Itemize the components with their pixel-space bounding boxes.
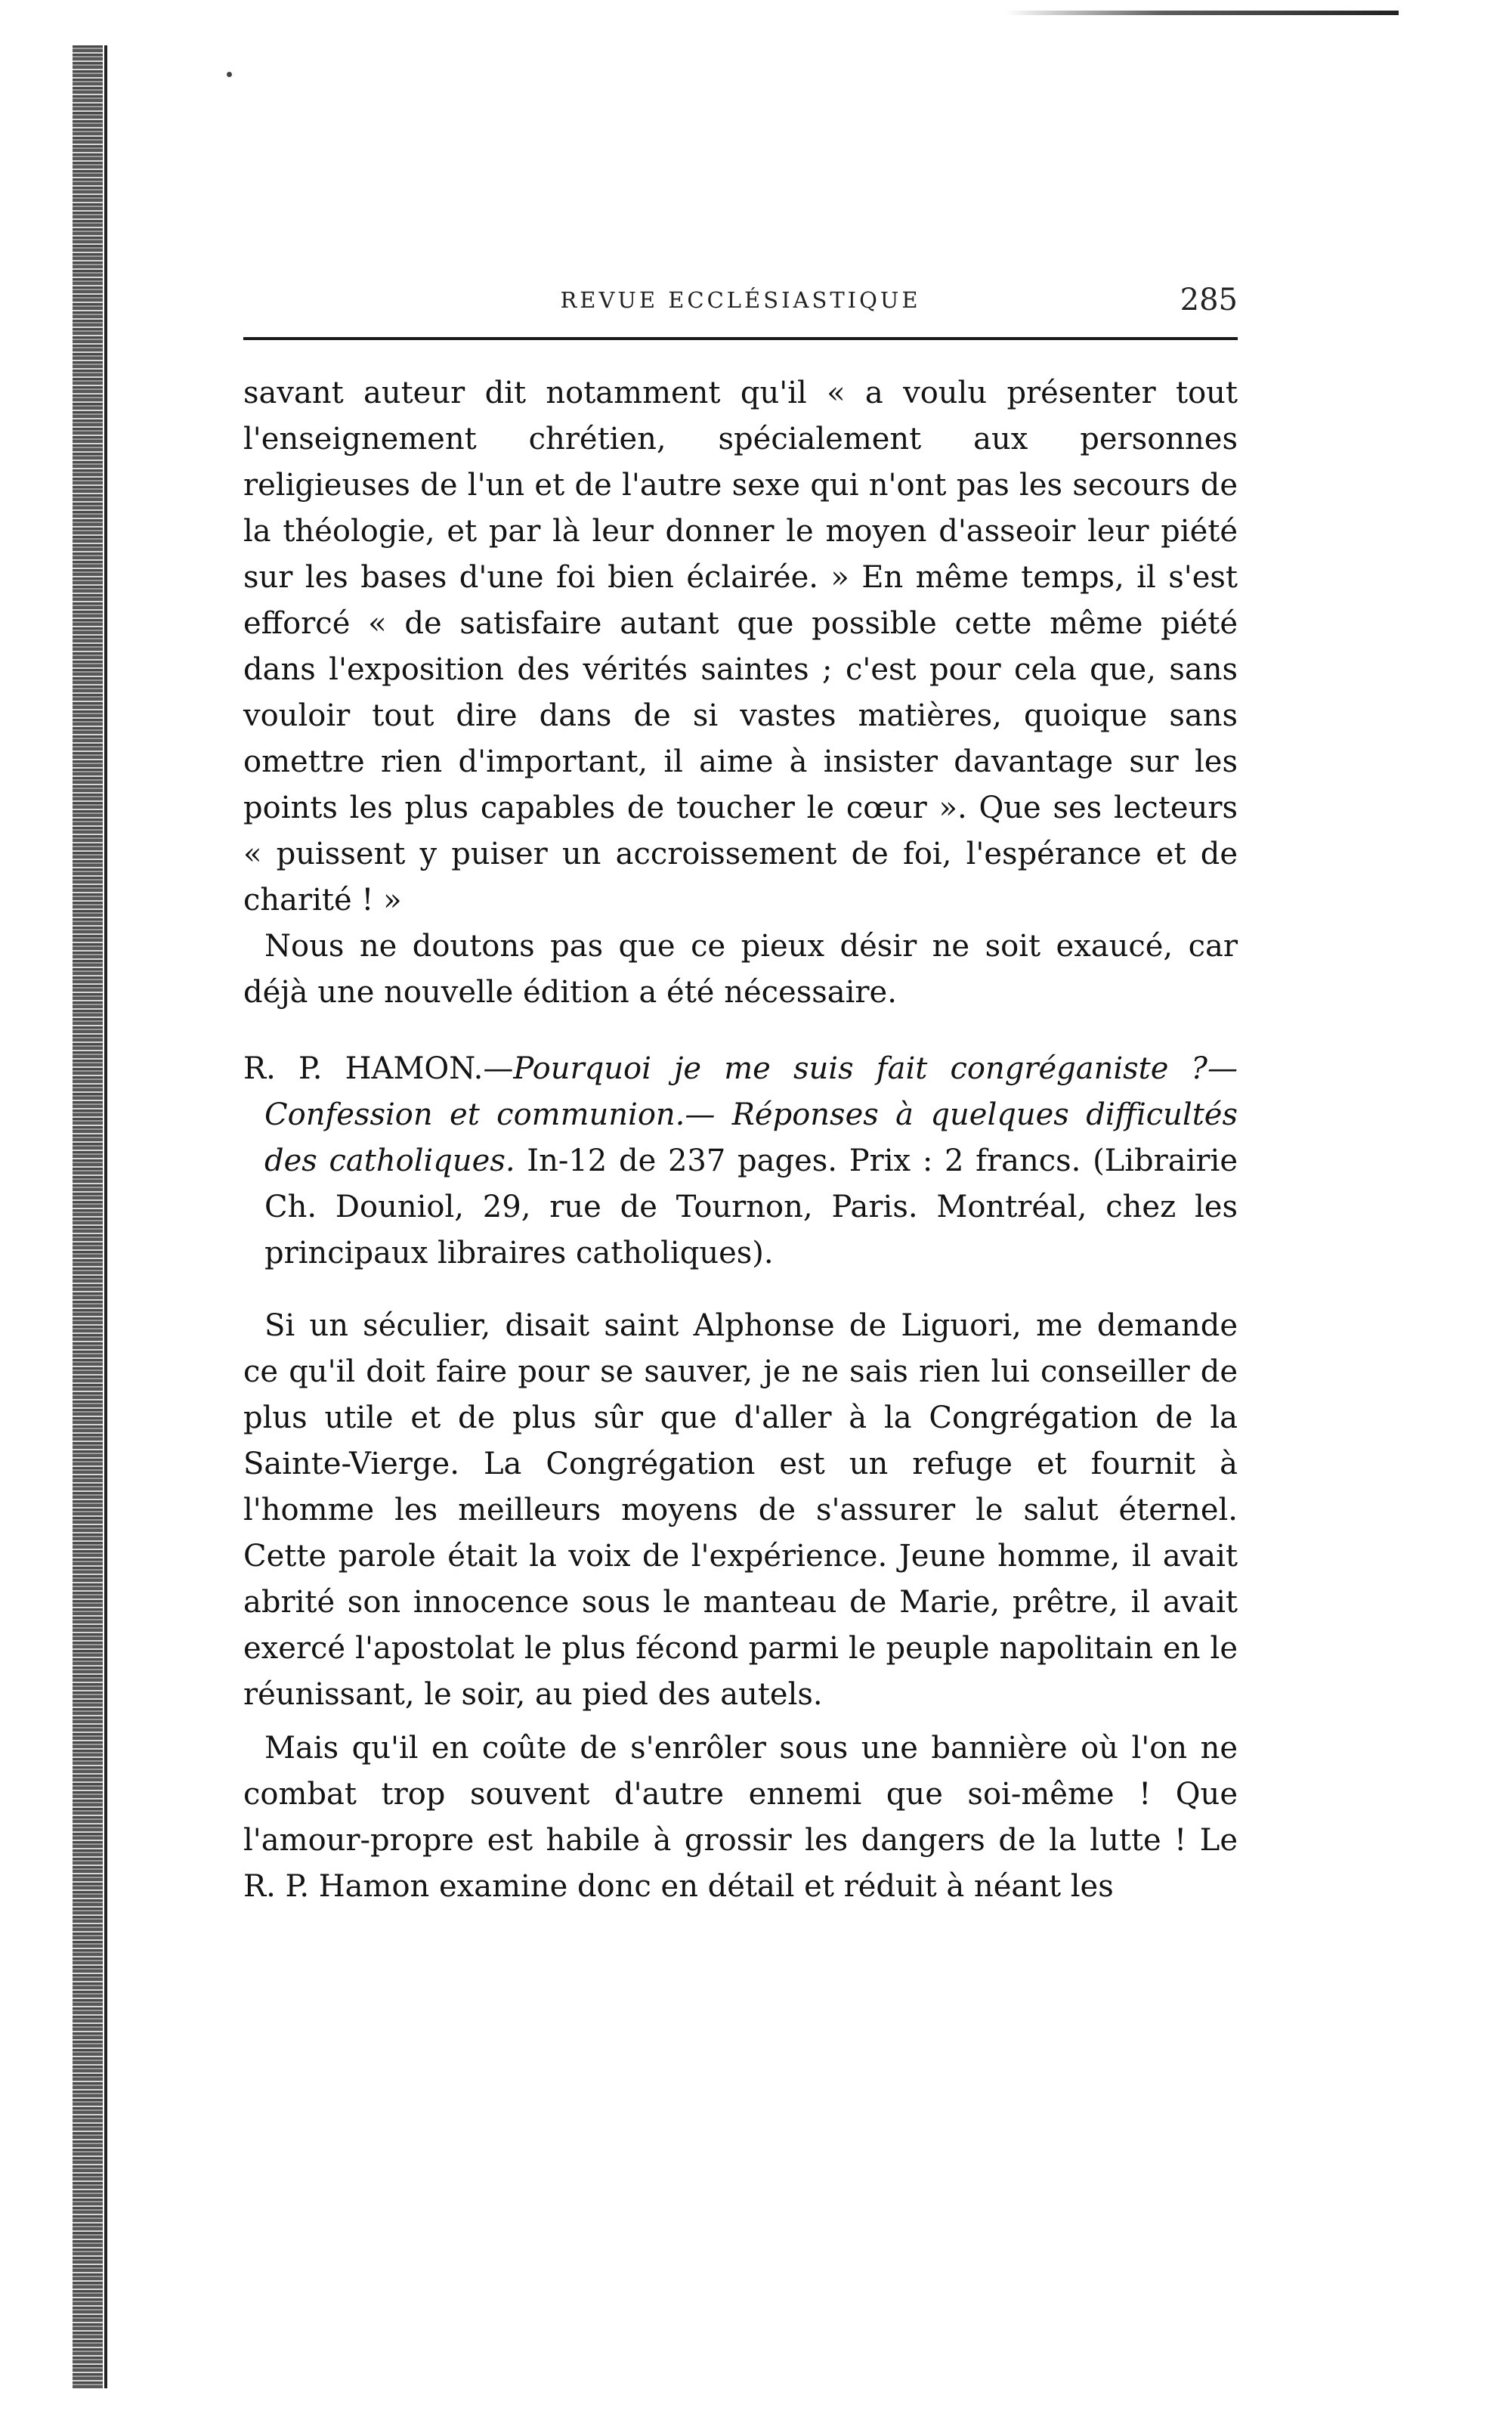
scan-speck [227,72,232,77]
review-publication-details: In-12 de 237 pages. Prix : 2 francs. (Librairie Ch. Douniol, 29, rue de Tournon, Paris. Montréal, chez les principaux libraires catholiques). [264,1144,1238,1270]
running-title: REVUE ECCLÉSIASTIQUE [560,287,921,313]
running-header [243,283,1238,333]
book-page [243,283,1238,1910]
review-author: R. P. HAMON.— [243,1051,514,1086]
page-number: 285 [1180,283,1238,317]
paragraph-liguori: Si un séculier, disait saint Alphonse de Liguori, me demande ce qu'il doit faire pour se sauver, je ne sais rien lui conseiller de plus utile et de plus sûr que d'aller à la Congrégation de la Sainte-Vierge. La Congrégation est un refuge et fournit à l'homme les meilleurs moyens de s'assurer le salut éternel. Cette parole était la voix de l'expérience. Jeune homme, il avait abrité son innocence sous le manteau de Marie, prêtre, il avait exercé l'apostolat le plus fécond parmi le peuple napolitain en le réunissant, le soir, au pied des autels. [243,1308,1238,1712]
header-rule [243,337,1238,340]
paragraph-quote: savant auteur dit notamment qu'il « a voulu présenter tout l'enseignement chrétien, spécialement aux personnes religieuses de l'un et de l'autre sexe qui n'ont pas les secours de la théologie, et par là leur donner le moyen d'asseoir leur piété sur les bases d'une foi bien éclairée. » En même temps, il s'est efforcé « de satisfaire autant que possible cette même piété dans l'exposition des vérités saintes ; c'est pour cela que, sans vouloir tout dire dans de si vastes matières, quoique sans omettre rien d'important, il aime à insister davantage sur les points les plus capables de toucher le cœur ». Que ses lecteurs « puissent y puiser un accroissement de foi, l'espérance et de charité ! » [243,376,1238,918]
scan-edge-mark [1006,11,1399,15]
review-book-title: Pourquoi je me suis fait congréganiste ?— Confession et communion.— Réponses à quelques difficultés des catholiques. [264,1051,1238,1178]
binding-margin-line [104,45,107,2388]
book-binding-edge [73,45,103,2388]
paragraph-hamon: Mais qu'il en coûte de s'enrôler sous une bannière où l'on ne combat trop souvent d'autre ennemi que soi-même ! Que l'amour-propre est habile à grossir les dangers de la lutte ! Le R. P. Hamon examine donc en détail et réduit à néant les [243,1731,1238,1904]
paragraph-conclusion: Nous ne doutons pas que ce pieux désir ne soit exaucé, car déjà une nouvelle édition a été nécessaire. [243,929,1238,1010]
book-review-entry [243,1046,1238,1277]
